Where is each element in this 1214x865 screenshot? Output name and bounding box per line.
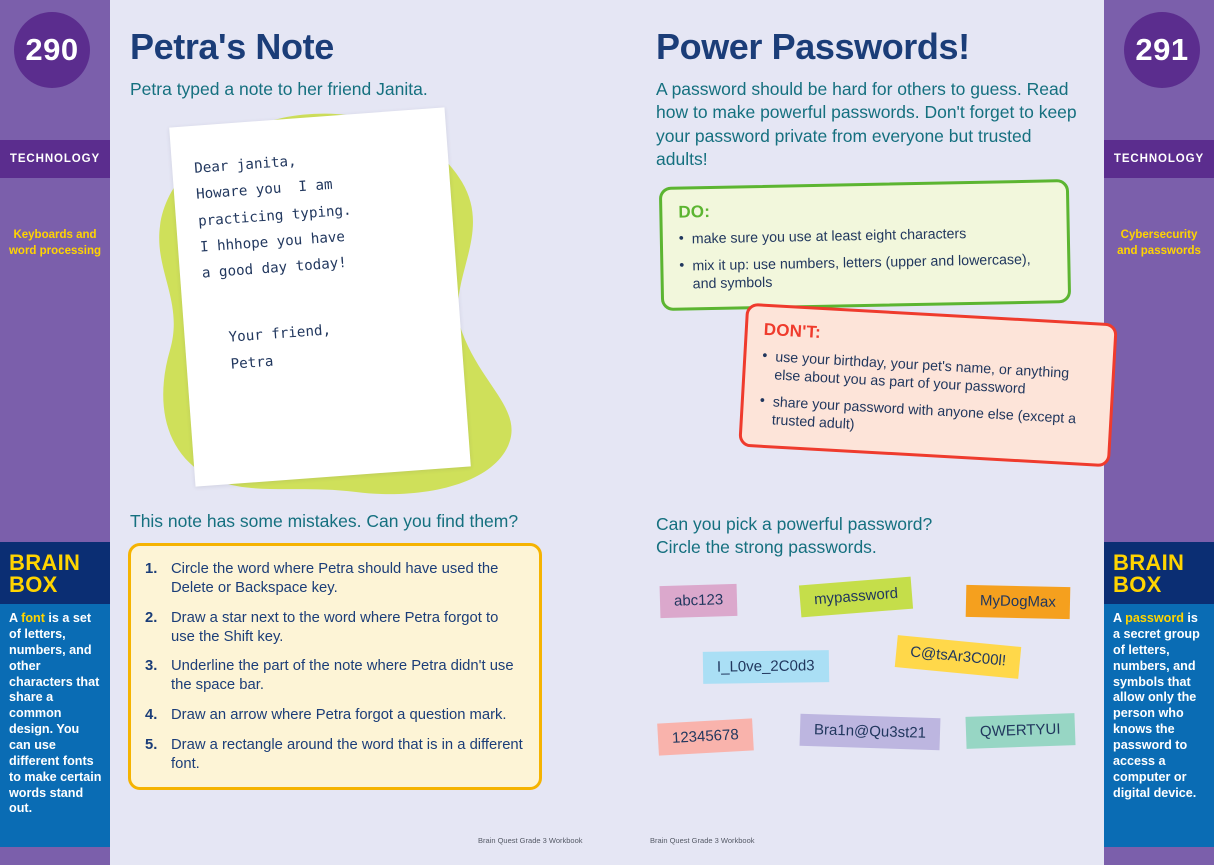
left-page-title: Petra's Note <box>130 26 334 67</box>
left-page-footer: Brain Quest Grade 3 Workbook <box>478 836 583 845</box>
right-page-title: Power Passwords! <box>656 26 970 67</box>
left-topic-label: Keyboards and word processing <box>8 229 102 257</box>
note-line: I hhhope you have <box>199 229 346 256</box>
right-subject-label: TECHNOLOGY <box>1113 153 1205 165</box>
right-page-intro: A password should be hard for others to guess. Read how to make powerful passwords. Don't forget to keep your password private from everyone but trusted adults! <box>656 79 1077 169</box>
left-brain-box-title-line1: BRAIN <box>9 550 81 575</box>
right-prompt-line2: Circle the strong passwords. <box>656 537 877 558</box>
task-item[interactable]: Circle the word where Petra should have used the Delete or Backspace key. <box>171 561 499 597</box>
typed-note-text <box>169 108 463 381</box>
note-signoff: Your friend, <box>228 322 332 347</box>
left-page-intro: Petra typed a note to her friend Janita. <box>130 79 428 99</box>
right-brain-box-title <box>1104 542 1214 604</box>
right-brain-box-title-line2: BOX <box>1113 571 1162 597</box>
task-list <box>145 560 523 773</box>
password-tag[interactable]: I_L0ve_2C0d3 <box>703 650 829 684</box>
task-item[interactable]: Draw an arrow where Petra forgot a question mark. <box>171 707 507 724</box>
note-line: a good day today! <box>201 255 348 282</box>
right-subject-band <box>1104 140 1214 178</box>
left-page-content <box>122 0 592 790</box>
left-page-number-badge <box>14 12 90 88</box>
left-brain-box <box>0 542 110 847</box>
right-topic-label: Cybersecurity and passwords <box>1117 229 1201 257</box>
task-item[interactable]: Underline the part of the note where Petra didn't use the space bar. <box>171 658 514 694</box>
dont-card-list <box>758 348 1096 448</box>
dont-card-heading: DON'T: <box>763 319 822 342</box>
right-brain-box <box>1104 542 1214 847</box>
left-brain-box-title <box>0 542 110 604</box>
left-rail-gutter <box>110 0 122 865</box>
do-card-heading: DO: <box>678 202 711 222</box>
left-bb-before: A <box>9 611 22 626</box>
left-page-prompt: This note has some mistakes. Can you find them? <box>130 511 519 532</box>
password-tag[interactable]: Bra1n@Qu3st21 <box>800 714 941 750</box>
right-bb-keyword: password <box>1125 611 1184 626</box>
right-page-number: 291 <box>1135 32 1189 67</box>
right-page-prompt <box>656 513 1078 559</box>
password-tag[interactable]: QWERTYUI <box>965 713 1075 749</box>
task-list-card <box>128 543 542 790</box>
left-brain-box-title-line2: BOX <box>9 571 58 597</box>
do-card-list <box>679 223 1052 293</box>
right-page-number-badge <box>1124 12 1200 88</box>
right-page-footer: Brain Quest Grade 3 Workbook <box>650 836 755 845</box>
left-page-number: 290 <box>25 32 79 67</box>
do-dont-group <box>656 183 1078 513</box>
left-bb-keyword: font <box>21 611 45 626</box>
right-brain-box-title-line1: BRAIN <box>1113 550 1185 575</box>
note-line: Dear janita, <box>193 153 298 178</box>
left-brain-box-text <box>0 604 110 825</box>
do-item: • mix it up: use numbers, letters (upper and lowercase), and symbols <box>679 251 1052 294</box>
left-sidebar <box>0 0 110 865</box>
password-tag[interactable]: C@tsAr3C00l! <box>895 635 1022 679</box>
right-prompt-line1: Can you pick a powerful password? <box>656 514 933 535</box>
typed-note-paper <box>169 108 471 487</box>
right-brain-box-text <box>1104 604 1214 809</box>
note-line: practicing typing. <box>197 202 353 230</box>
password-tag[interactable]: mypassword <box>799 577 913 618</box>
task-item[interactable]: Draw a star next to the word where Petra forgot to use the Shift key. <box>171 609 499 645</box>
dont-item: • share your password with anyone else (except a trusted adult) <box>758 393 1093 448</box>
do-item: • make sure you use at least eight characters <box>679 223 1051 248</box>
password-tag-group <box>648 573 1078 783</box>
right-bb-before: A <box>1113 611 1126 626</box>
left-bb-after: is a set of letters, numbers, and other characters that share a common design. You can use different fonts to make certain words stand out. <box>9 611 102 816</box>
right-sidebar <box>1104 0 1214 865</box>
do-card <box>659 179 1071 311</box>
dont-card <box>738 303 1117 468</box>
password-tag[interactable]: abc123 <box>660 584 738 618</box>
left-subject-label: TECHNOLOGY <box>9 153 101 165</box>
note-line: Howare you I am <box>195 177 334 204</box>
left-subject-band <box>0 140 110 178</box>
right-page-content <box>648 0 1078 783</box>
right-bb-after: is a secret group of letters, numbers, and symbols that allow only the person who knows the password to access a computer or digital device. <box>1113 611 1200 800</box>
note-illustration <box>122 105 592 510</box>
note-signoff-block <box>206 310 445 380</box>
task-item[interactable]: Draw a rectangle around the word that is in a different font. <box>171 736 523 772</box>
password-tag[interactable]: 12345678 <box>657 719 753 756</box>
dont-item: • use your birthday, your pet's name, or anything else about you as part of your password <box>761 348 1096 403</box>
password-tag[interactable]: MyDogMax <box>966 585 1071 619</box>
note-signature: Petra <box>230 353 274 373</box>
